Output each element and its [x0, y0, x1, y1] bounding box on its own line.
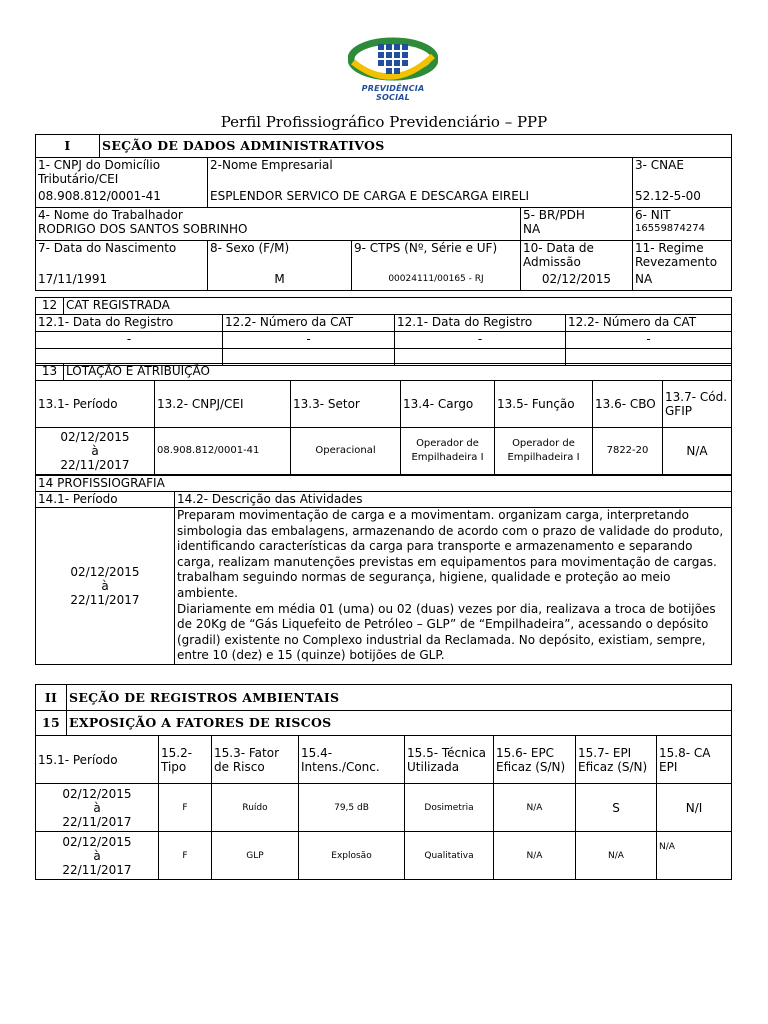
sexo-cell	[208, 241, 352, 291]
cnae-label: 3- CNAE	[635, 158, 684, 172]
table-row	[36, 832, 732, 880]
section-number: II	[36, 685, 67, 711]
cnae-cell	[633, 158, 732, 208]
periodo-sep: à	[101, 579, 109, 593]
revezamento-cell	[633, 241, 732, 291]
revezamento-value: NA	[635, 272, 653, 286]
lotacao-table	[35, 363, 732, 475]
br-pdh-value: NA	[523, 222, 541, 236]
exposicao-tipo: F	[159, 784, 212, 832]
exposicao-tipo: F	[159, 832, 212, 880]
profissiografia-title-text: PROFISSIOGRAFIA	[57, 476, 165, 490]
lotacao-header-gfip: 13.7- Cód. GFIP	[663, 381, 732, 428]
lotacao-header-cargo: 13.4- Cargo	[401, 381, 495, 428]
trabalhador-label: 4- Nome do Trabalhador	[38, 208, 183, 222]
cat-value: -	[36, 332, 223, 349]
periodo-start: 02/12/2015	[62, 786, 132, 801]
lotacao-header-funcao: 13.5- Função	[495, 381, 593, 428]
section-admin-table	[35, 134, 732, 291]
exposicao-epi: N/A	[576, 832, 657, 880]
lotacao-setor: Operacional	[291, 428, 401, 475]
trabalhador-cell	[36, 208, 521, 241]
revezamento-label: 11- Regime Revezamento	[635, 241, 718, 269]
lotacao-title: LOTAÇÃO E ATRIBUIÇÃO	[64, 364, 732, 381]
admissao-value: 02/12/2015	[541, 272, 612, 286]
exposicao-header-epc: 15.6- EPC Eficaz (S/N)	[494, 736, 576, 784]
descricao-paragraph-1: Preparam movimentação de carga e a movimentam. organizam carga, interpretando simbologia das embalagens, armazenando de acordo com o prazo de validade do produto, identificando características da carga para transporte e armazenamento e separando carga, realizam manutenções previstas em equipamentos para movimentação de cargas. trabalham seguindo normas de segurança, higiene, qualidade e proteção ao meio ambiente.	[177, 508, 724, 600]
cat-value: -	[223, 332, 395, 349]
previdencia-logo	[348, 34, 438, 102]
exposicao-tecnica: Dosimetria	[405, 784, 494, 832]
periodo-end: 22/11/2017	[60, 458, 130, 472]
profissiografia-number: 14	[38, 476, 54, 490]
cnpj-cell	[36, 158, 208, 208]
lotacao-header-periodo: 13.1- Período	[36, 381, 155, 428]
lotacao-header-cbo: 13.6- CBO	[593, 381, 663, 428]
ctps-label: 9- CTPS (Nº, Série e UF)	[354, 241, 498, 255]
nascimento-label: 7- Data do Nascimento	[38, 241, 177, 255]
exposicao-tecnica: Qualitativa	[405, 832, 494, 880]
lotacao-periodo	[36, 428, 155, 475]
profissiografia-title	[36, 476, 732, 492]
exposicao-fator: Ruído	[212, 784, 299, 832]
profissiografia-descricao	[175, 508, 732, 665]
exposicao-header-periodo: 15.1- Período	[36, 736, 159, 784]
exposicao-periodo	[36, 784, 159, 832]
exposicao-header-ca: 15.8- CA EPI	[657, 736, 732, 784]
ctps-value: 00024111/00165 - RJ	[388, 274, 484, 284]
section-title: SEÇÃO DE DADOS ADMINISTRATIVOS	[100, 135, 732, 158]
section-number: I	[36, 135, 100, 158]
cnpj-label: 1- CNPJ do Domicílio Tributário/CEI	[38, 158, 161, 186]
exposicao-periodo	[36, 832, 159, 880]
periodo-start: 02/12/2015	[60, 430, 130, 444]
sexo-value: M	[274, 272, 285, 286]
section-title: SEÇÃO DE REGISTROS AMBIENTAIS	[67, 685, 732, 711]
br-pdh-label: 5- BR/PDH	[523, 208, 585, 222]
nit-cell	[633, 208, 732, 241]
exposicao-header-intensidade: 15.4- Intens./Conc.	[299, 736, 405, 784]
exposicao-header-tipo: 15.2- Tipo	[159, 736, 212, 784]
exposicao-epc: N/A	[494, 832, 576, 880]
cat-header-data-2: 12.1- Data do Registro	[395, 315, 566, 332]
profissiografia-header-periodo: 14.1- Período	[36, 492, 175, 508]
periodo-start: 02/12/2015	[70, 565, 140, 579]
lotacao-funcao: Operador de Empilhadeira I	[495, 428, 593, 475]
periodo-sep: à	[93, 848, 101, 863]
exposicao-epc: N/A	[494, 784, 576, 832]
nascimento-value: 17/11/1991	[38, 272, 108, 286]
cat-header-data-1: 12.1- Data do Registro	[36, 315, 223, 332]
lotacao-cbo: 7822-20	[593, 428, 663, 475]
lotacao-header-setor: 13.3- Setor	[291, 381, 401, 428]
admissao-label: 10- Data de Admissão	[523, 241, 594, 269]
cat-value: -	[566, 332, 732, 349]
ctps-cell	[352, 241, 521, 291]
cnpj-value: 08.908.812/0001-41	[38, 189, 161, 203]
empresa-value: ESPLENDOR SERVICO DE CARGA E DESCARGA EIRELI	[210, 189, 530, 203]
exposicao-epi: S	[576, 784, 657, 832]
profissiografia-header-descricao: 14.2- Descrição das Atividades	[175, 492, 732, 508]
sexo-label: 8- Sexo (F/M)	[210, 241, 290, 255]
exposicao-intensidade: Explosão	[299, 832, 405, 880]
lotacao-number: 13	[36, 364, 64, 381]
exposicao-header-epi: 15.7- EPI Eficaz (S/N)	[576, 736, 657, 784]
exposicao-header-tecnica: 15.5- Técnica Utilizada	[405, 736, 494, 784]
periodo-start: 02/12/2015	[62, 834, 132, 849]
trabalhador-value: RODRIGO DOS SANTOS SOBRINHO	[38, 222, 248, 236]
periodo-end: 22/11/2017	[70, 593, 140, 607]
cnae-value: 52.12-5-00	[635, 189, 701, 203]
empresa-cell	[208, 158, 633, 208]
exposicao-ca: N/I	[657, 784, 732, 832]
periodo-end: 22/11/2017	[62, 814, 132, 829]
previdencia-logo-icon	[348, 34, 438, 84]
admissao-cell	[521, 241, 633, 291]
cat-value: -	[395, 332, 566, 349]
cat-header-numero-1: 12.2- Número da CAT	[223, 315, 395, 332]
lotacao-header-cnpj: 13.2- CNPJ/CEI	[155, 381, 291, 428]
periodo-end: 22/11/2017	[62, 862, 132, 877]
logo-text: PREVIDÊNCIA SOCIAL	[361, 84, 425, 102]
exposicao-ca: N/A	[657, 832, 732, 880]
lotacao-cargo: Operador de Empilhadeira I	[401, 428, 495, 475]
document-title: Perfil Profissiográfico Previdenciário – PPP	[220, 113, 548, 131]
cat-title: CAT REGISTRADA	[64, 298, 732, 315]
profissiografia-periodo	[36, 508, 175, 665]
exposicao-number: 15	[36, 711, 67, 736]
exposicao-fator: GLP	[212, 832, 299, 880]
exposicao-header-fator: 15.3- Fator de Risco	[212, 736, 299, 784]
section-ambientais-table	[35, 684, 732, 880]
lotacao-gfip: N/A	[663, 428, 732, 475]
periodo-sep: à	[91, 444, 99, 458]
cat-header-numero-2: 12.2- Número da CAT	[566, 315, 732, 332]
exposicao-intensidade: 79,5 dB	[299, 784, 405, 832]
cat-table	[35, 297, 732, 366]
descricao-paragraph-2: Diariamente em média 01 (uma) ou 02 (duas) vezes por dia, realizava a troca de botijões de 20Kg de “Gás Liquefeito de Petróleo – GLP” de “Empilhadeira”, acessando o depósito (gradil) existente no Complexo industrial da Reclamada. No depósito, existiam, sempre, entre 10 (dez) e 15 (quinze) botijões de GLP.	[177, 601, 716, 663]
table-row	[36, 784, 732, 832]
nascimento-cell	[36, 241, 208, 291]
exposicao-title: EXPOSIÇÃO A FATORES DE RISCOS	[67, 711, 732, 736]
br-pdh-cell	[521, 208, 633, 241]
nit-label: 6- NIT	[635, 208, 671, 222]
empresa-label: 2-Nome Empresarial	[210, 158, 333, 172]
profissiografia-table	[35, 475, 732, 665]
cat-number: 12	[36, 298, 64, 315]
nit-value: 16559874274	[635, 223, 705, 234]
periodo-sep: à	[93, 800, 101, 815]
lotacao-cnpj: 08.908.812/0001-41	[155, 428, 291, 475]
